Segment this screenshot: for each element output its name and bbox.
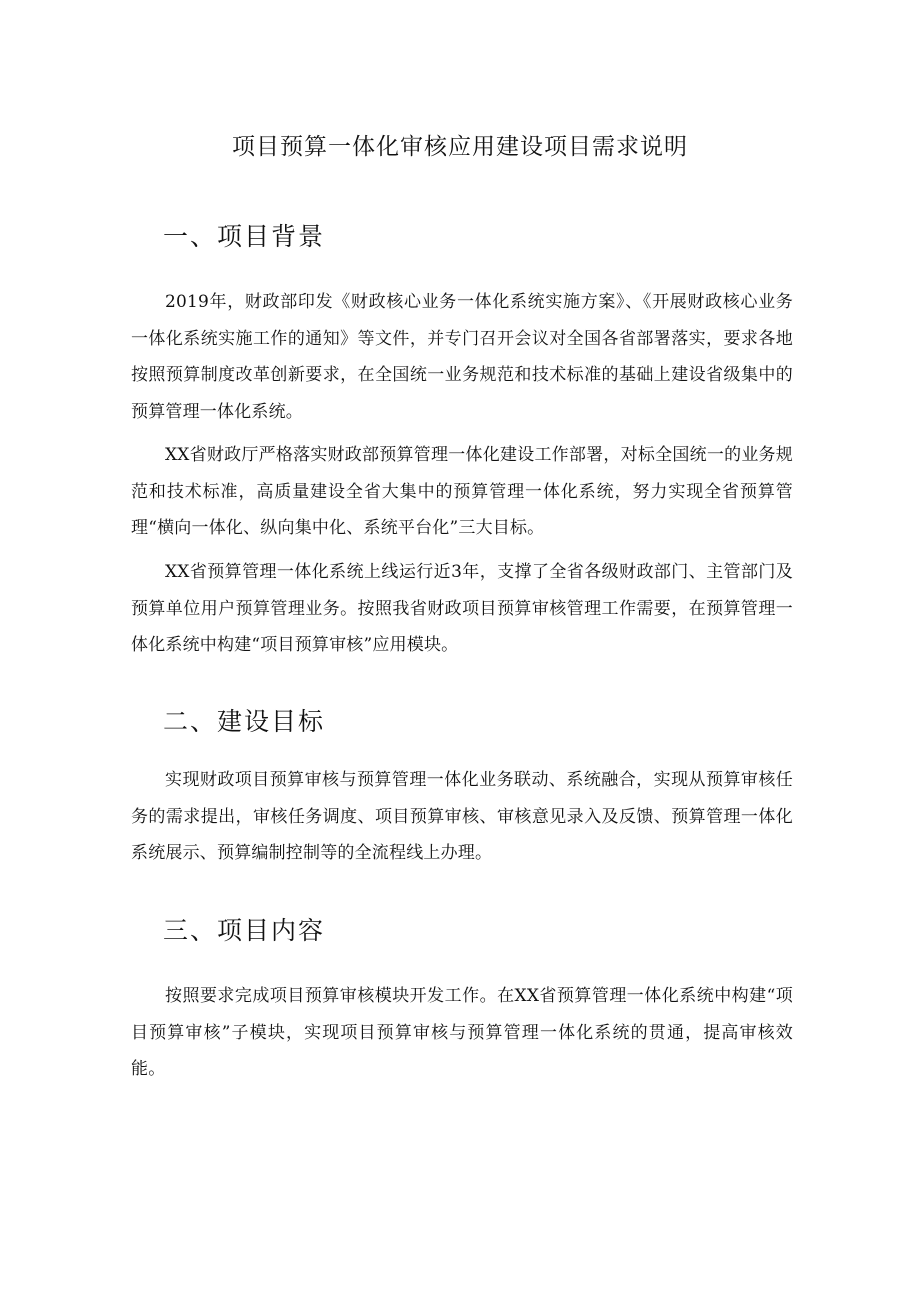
background-paragraph-2: XX省财政厅严格落实财政部预算管理一体化建设工作部署，对标全国统一的业务规范和技术标准，高质量建设全省大集中的预算管理一体化系统，努力实现全省预算管理“横向一体化、纵向集中化、系统平台化”三大目标。 xyxy=(131,445,793,538)
section-heading-content: 三、项目内容 xyxy=(163,916,326,945)
goals-paragraph: 实现财政项目预算审核与预算管理一体化业务联动、系统融合，实现从预算审核任务的需求提出，审核任务调度、项目预算审核、审核意见录入及反馈、预算管理一体化系统展示、预算编制控制等的全流程线上办理。 xyxy=(131,770,793,863)
section-heading-background: 一、项目背景 xyxy=(163,222,326,251)
document-title: 项目预算一体化审核应用建设项目需求说明 xyxy=(232,134,688,160)
content-paragraph: 按照要求完成项目预算审核模块开发工作。在XX省预算管理一体化系统中构建“项目预算审核”子模块，实现项目预算审核与预算管理一体化系统的贯通，提高审核效能。 xyxy=(131,986,793,1079)
background-paragraph-3: XX省预算管理一体化系统上线运行近3年，支撑了全省各级财政部门、主管部门及预算单位用户预算管理业务。按照我省财政项目预算审核管理工作需要，在预算管理一体化系统中构建“项目预算审核”应用模块。 xyxy=(131,562,793,655)
section-heading-goals: 二、建设目标 xyxy=(163,707,326,736)
background-paragraph-1: 2019年，财政部印发《财政核心业务一体化系统实施方案》、《开展财政核心业务一体化系统实施工作的通知》等文件，并专门召开会议对全国各省部署落实，要求各地按照预算制度改革创新要求，在全国统一业务规范和技术标准的基础上建设省级集中的预算管理一体化系统。 xyxy=(131,292,793,422)
